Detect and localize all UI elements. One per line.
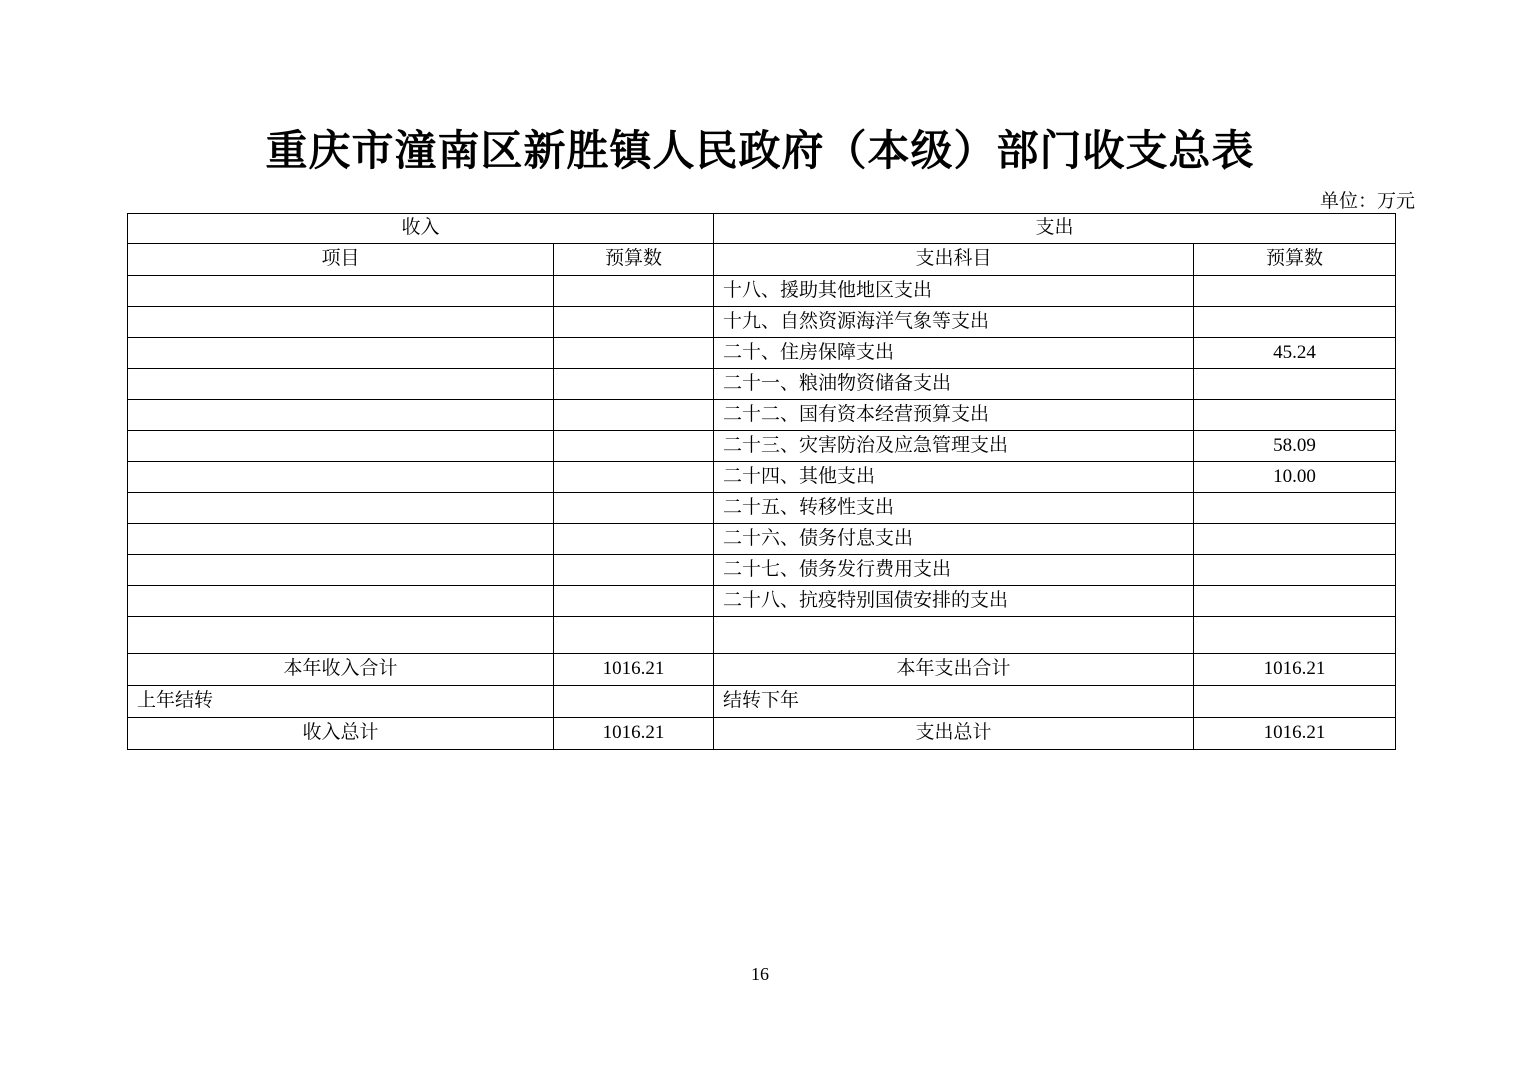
- income-group-header: 收入: [128, 214, 714, 244]
- table-row: [128, 338, 1396, 369]
- income-budget-cell: [554, 617, 714, 654]
- table-column-header-row: [128, 244, 1396, 276]
- expense-item-cell: 二十一、粮油物资储备支出: [714, 369, 1194, 400]
- unit-label: 单位：万元: [1319, 191, 1415, 212]
- income-budget-cell: [554, 400, 714, 431]
- expense-item-cell: 结转下年: [714, 686, 1194, 718]
- expense-item-cell: 二十五、转移性支出: [714, 493, 1194, 524]
- table-row: [128, 276, 1396, 307]
- expense-item-header: 支出科目: [714, 244, 1194, 276]
- income-budget-cell: [554, 431, 714, 462]
- income-item-cell: [128, 369, 554, 400]
- expense-item-cell: 二十七、债务发行费用支出: [714, 555, 1194, 586]
- table-row: [128, 493, 1396, 524]
- income-budget-cell: [554, 338, 714, 369]
- income-item-cell: [128, 400, 554, 431]
- income-budget-header: 预算数: [554, 244, 714, 276]
- expense-budget-cell: [1194, 400, 1396, 431]
- expense-budget-cell: 45.24: [1194, 338, 1396, 369]
- table-row: [128, 555, 1396, 586]
- table-group-header-row: [128, 214, 1396, 244]
- page-number: 16: [751, 964, 769, 984]
- income-item-cell: [128, 462, 554, 493]
- income-budget-cell: [554, 462, 714, 493]
- table-row: [128, 400, 1396, 431]
- expense-budget-cell: [1194, 493, 1396, 524]
- expense-budget-cell: 1016.21: [1194, 654, 1396, 686]
- income-item-cell: 收入总计: [128, 718, 554, 750]
- income-item-cell: [128, 586, 554, 617]
- income-item-cell: [128, 493, 554, 524]
- income-item-cell: [128, 617, 554, 654]
- expense-item-cell: [714, 617, 1194, 654]
- income-item-cell: [128, 524, 554, 555]
- expense-budget-cell: [1194, 617, 1396, 654]
- expense-budget-cell: 1016.21: [1194, 718, 1396, 750]
- expense-item-cell: 十八、援助其他地区支出: [714, 276, 1194, 307]
- expense-item-cell: 二十八、抗疫特别国债安排的支出: [714, 586, 1194, 617]
- income-budget-cell: [554, 555, 714, 586]
- expense-item-cell: 二十三、灾害防治及应急管理支出: [714, 431, 1194, 462]
- table-row: [128, 524, 1396, 555]
- income-budget-cell: [554, 686, 714, 718]
- income-item-cell: [128, 338, 554, 369]
- expense-item-cell: 支出总计: [714, 718, 1194, 750]
- table-row-grand-total: [128, 718, 1396, 750]
- budget-table: [127, 213, 1396, 750]
- expense-budget-cell: 10.00: [1194, 462, 1396, 493]
- income-budget-cell: [554, 493, 714, 524]
- income-item-cell: 本年收入合计: [128, 654, 554, 686]
- income-item-cell: [128, 307, 554, 338]
- expense-budget-cell: 58.09: [1194, 431, 1396, 462]
- expense-group-header: 支出: [714, 214, 1396, 244]
- expense-budget-cell: [1194, 586, 1396, 617]
- income-item-header: 项目: [128, 244, 554, 276]
- expense-item-cell: 二十二、国有资本经营预算支出: [714, 400, 1194, 431]
- income-budget-cell: 1016.21: [554, 718, 714, 750]
- expense-item-cell: 二十六、债务付息支出: [714, 524, 1194, 555]
- income-budget-cell: [554, 276, 714, 307]
- income-budget-cell: [554, 369, 714, 400]
- expense-item-cell: 十九、自然资源海洋气象等支出: [714, 307, 1194, 338]
- expense-budget-header: 预算数: [1194, 244, 1396, 276]
- table-row: [128, 462, 1396, 493]
- expense-budget-cell: [1194, 686, 1396, 718]
- income-budget-cell: 1016.21: [554, 654, 714, 686]
- expense-budget-cell: [1194, 307, 1396, 338]
- expense-budget-cell: [1194, 555, 1396, 586]
- expense-item-cell: 二十、住房保障支出: [714, 338, 1194, 369]
- table-row-year-total: [128, 654, 1396, 686]
- expense-budget-cell: [1194, 524, 1396, 555]
- income-budget-cell: [554, 307, 714, 338]
- expense-budget-cell: [1194, 276, 1396, 307]
- income-item-cell: [128, 555, 554, 586]
- income-budget-cell: [554, 586, 714, 617]
- table-row: [128, 307, 1396, 338]
- expense-budget-cell: [1194, 369, 1396, 400]
- income-item-cell: [128, 431, 554, 462]
- income-item-cell: 上年结转: [128, 686, 554, 718]
- table-row: [128, 431, 1396, 462]
- income-budget-cell: [554, 524, 714, 555]
- expense-item-cell: 二十四、其他支出: [714, 462, 1194, 493]
- income-item-cell: [128, 276, 554, 307]
- expense-item-cell: 本年支出合计: [714, 654, 1194, 686]
- table-row-carryover: [128, 686, 1396, 718]
- table-row-empty: [128, 617, 1396, 654]
- page-title: 重庆市潼南区新胜镇人民政府（本级）部门收支总表: [265, 129, 1255, 175]
- table-row: [128, 369, 1396, 400]
- table-row: [128, 586, 1396, 617]
